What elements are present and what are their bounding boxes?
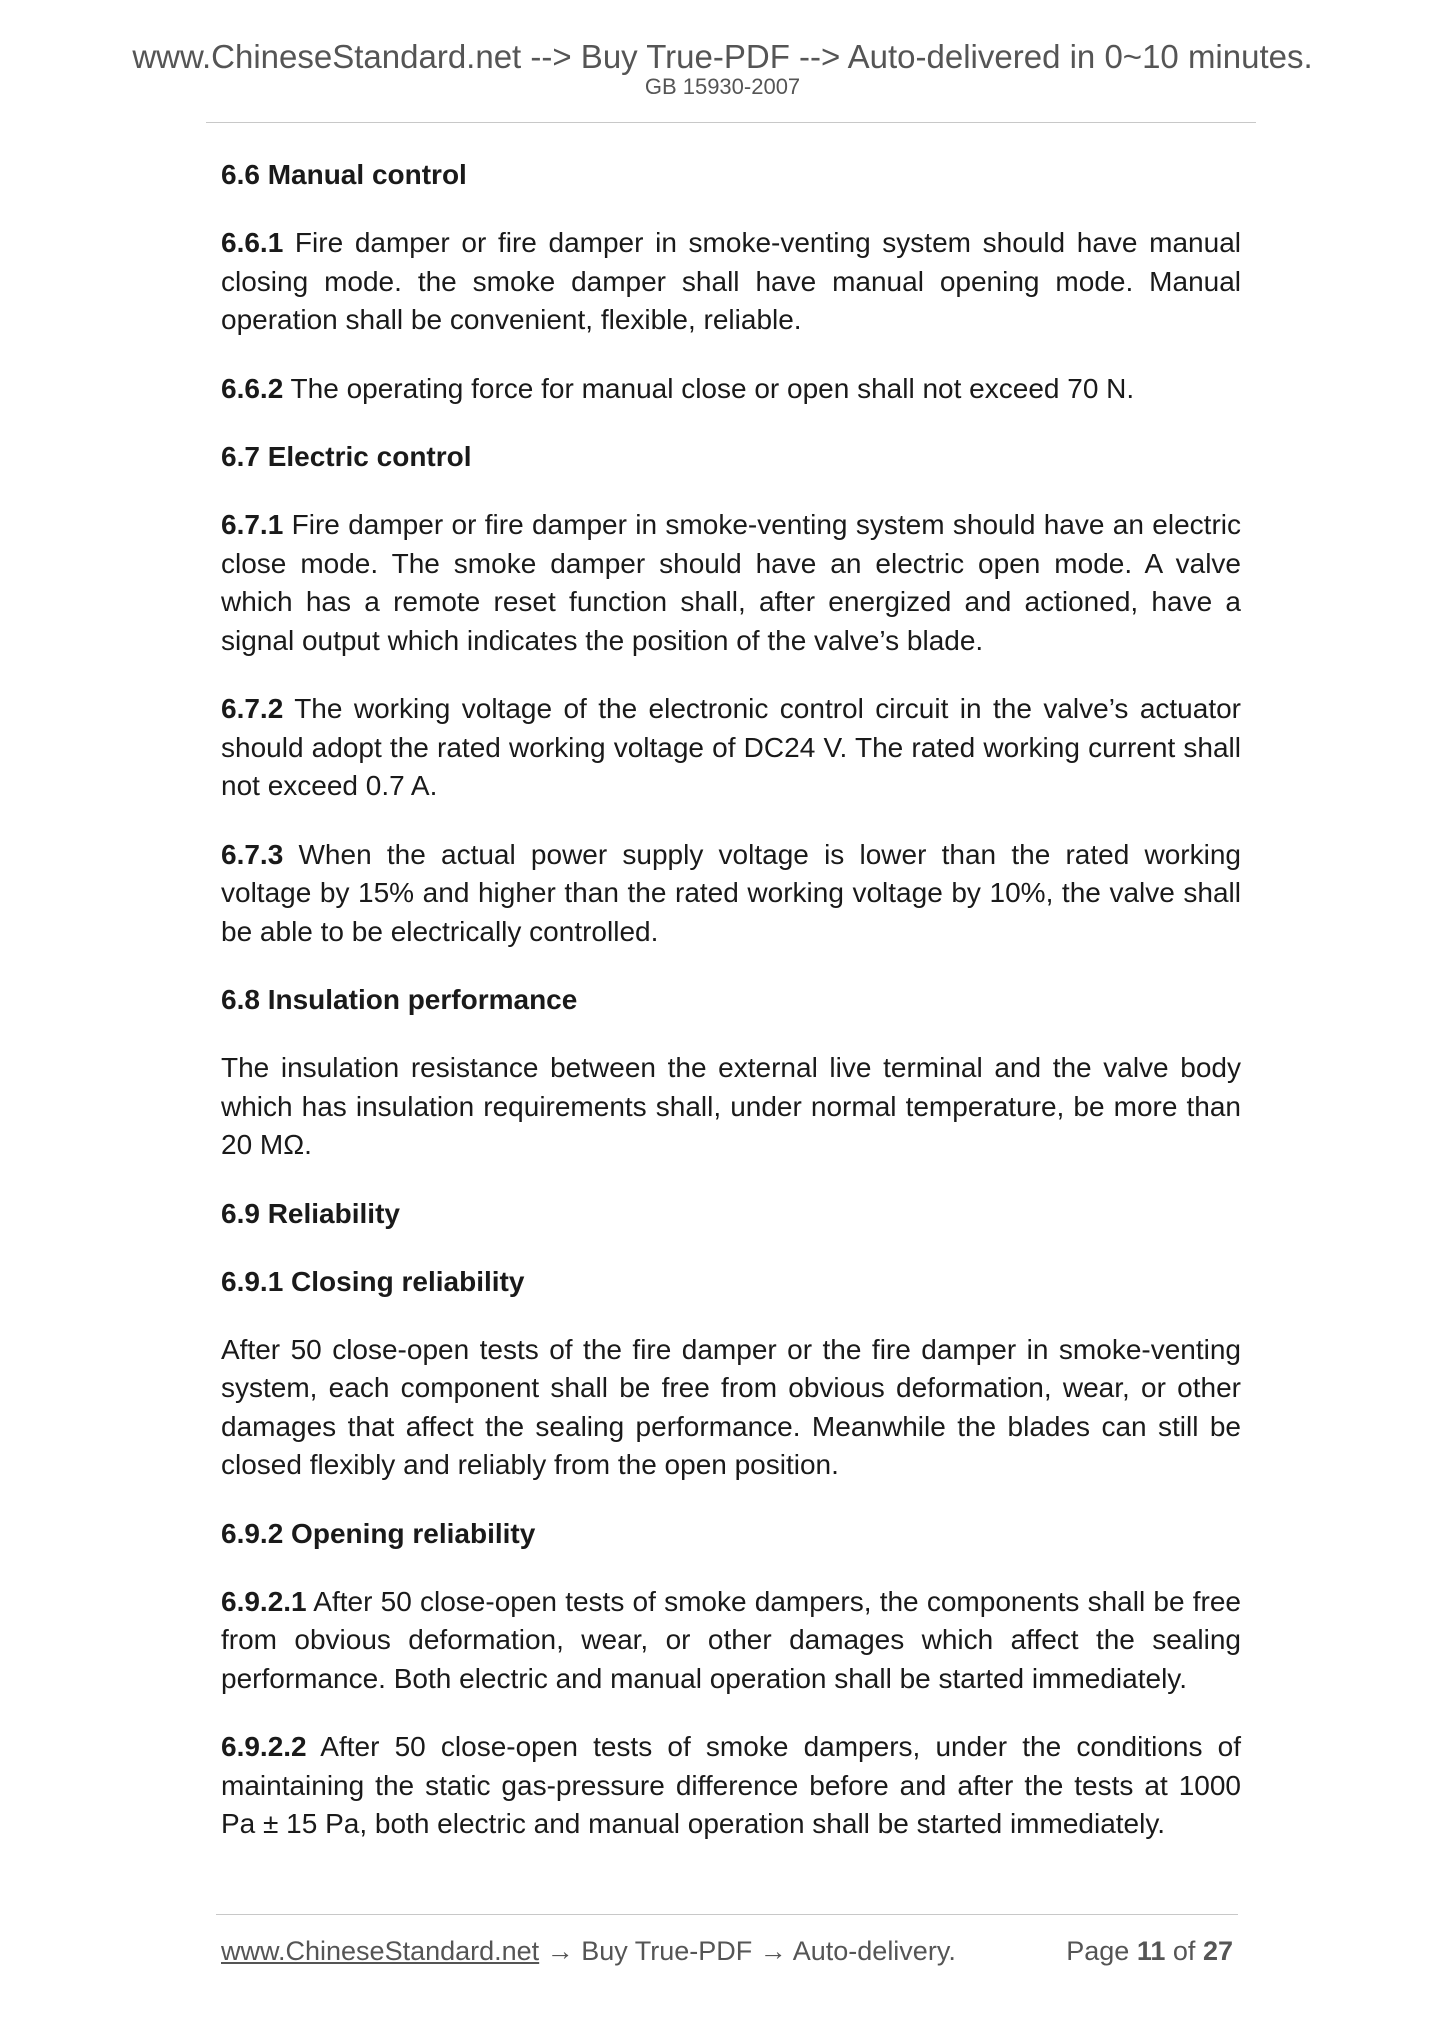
clause-paragraph xyxy=(221,224,1241,340)
clause-paragraph xyxy=(221,690,1241,806)
body-paragraph xyxy=(221,1331,1241,1485)
clause-text: After 50 close-open tests of smoke dampers, under the conditions of maintaining the static gas-pressure difference before and after the tests at 1000 Pa ± 15 Pa, both electric and manual operation shall be started immediately. xyxy=(221,1731,1241,1839)
clause-text: The working voltage of the electronic control circuit in the valve’s actuator should adopt the rated working voltage of DC24 V. The rated working current shall not exceed 0.7 A. xyxy=(221,693,1241,801)
clause-number: 6.7.1 xyxy=(221,509,284,540)
page-label: Page xyxy=(1066,1936,1130,1966)
clause-number: 6.6.2 xyxy=(221,372,284,404)
clause-number: 6.9.2.1 xyxy=(221,1585,307,1617)
site-banner: www.ChineseStandard.net --> Buy True-PDF --> Auto-delivered in 0~10 minutes. xyxy=(132,38,1313,75)
clause-number: 6.7.3 xyxy=(221,838,284,870)
subsection-heading: 6.9.2 Opening reliability xyxy=(221,1517,536,1549)
clause-text: When the actual power supply voltage is lower than the rated working voltage by 15% and higher than the rated working voltage by 10%, the valve shall be able to be electrically controlled. xyxy=(221,838,1241,947)
clause-text: The operating force for manual close or open shall not exceed 70 N. xyxy=(283,372,1135,404)
clause-paragraph xyxy=(221,836,1241,952)
body-paragraph xyxy=(221,1049,1241,1165)
clause-paragraph xyxy=(221,1728,1241,1844)
page-indicator xyxy=(1066,1934,1233,1968)
clause-paragraph xyxy=(221,370,1241,409)
clause-text: Fire damper or fire damper in smoke-venting system should have an electric close mode. The smoke damper should have an electric open mode. A valve which has a remote reset function shall, after energized and actioned, have a signal output which indicates the position of the valve’s blade. xyxy=(221,509,1241,656)
document-id: GB 15930-2007 xyxy=(644,74,801,99)
clause-number: 6.6.1 xyxy=(221,227,284,258)
section-heading: 6.7 Electric control xyxy=(221,441,472,472)
clause-text: Fire damper or fire damper in smoke-venting system should have manual closing mode. the smoke damper shall have manual opening mode. Manual operation shall be convenient, flexible, reliable. xyxy=(221,227,1241,335)
clause-number: 6.7.2 xyxy=(221,693,284,724)
subsection-heading: 6.9.1 Closing reliability xyxy=(221,1265,525,1297)
site-link[interactable]: www.ChineseStandard.net xyxy=(221,1936,540,1966)
header-divider xyxy=(206,122,1256,123)
footer-promo xyxy=(221,1934,956,1968)
paragraph-text: The insulation resistance between the external live terminal and the valve body which has insulation requirements shall, under normal temperature, be more than 20 MΩ. xyxy=(221,1052,1241,1160)
paragraph-text: After 50 close-open tests of the fire damper or the fire damper in smoke-venting system, each component shall be free from obvious deformation, wear, or other damages that affect the sealing performance. Meanwhile the blades can still be closed flexibly and reliably from the open position. xyxy=(221,1333,1241,1480)
section-heading: 6.6 Manual control xyxy=(221,159,467,190)
page-total: 27 xyxy=(1202,1936,1233,1966)
section-heading: 6.8 Insulation performance xyxy=(221,984,578,1015)
section-heading: 6.9 Reliability xyxy=(221,1197,400,1229)
delivery-text: → Buy True-PDF → Auto-delivery. xyxy=(539,1936,956,1966)
clause-text: After 50 close-open tests of smoke dampers, the components shall be free from obvious deformation, wear, or other damages which affect the sealing performance. Both electric and manual operation shall be started immediately. xyxy=(221,1585,1241,1694)
of-label: of xyxy=(1172,1936,1196,1966)
page-number: 11 xyxy=(1136,1936,1166,1966)
footer-divider xyxy=(216,1914,1238,1915)
clause-number: 6.9.2.2 xyxy=(221,1731,307,1762)
clause-paragraph xyxy=(221,1583,1241,1699)
clause-paragraph xyxy=(221,506,1241,660)
document-body xyxy=(221,156,1241,1874)
